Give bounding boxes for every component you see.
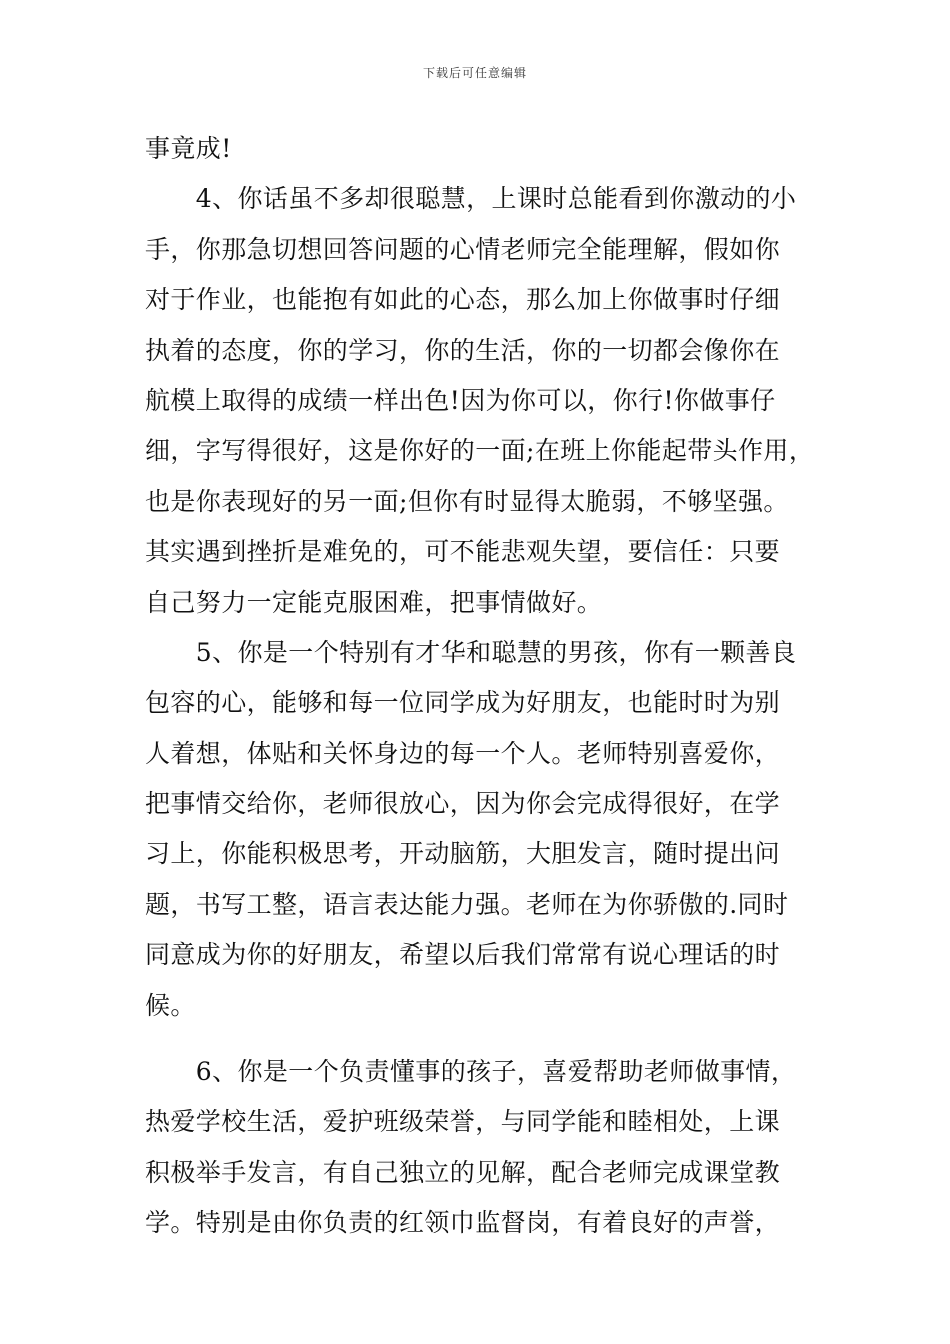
text-line: 习上，你能积极思考，开动脑筋，大胆发言，随时提出问 [145, 839, 781, 869]
text-line: 把事情交给你，老师很放心，因为你会完成得很好，在学 [145, 789, 781, 819]
text-line: 6、你是一个负责懂事的孩子，喜爱帮助老师做事情， [145, 1057, 797, 1087]
text-line: 学。特别是由你负责的红领巾监督岗，有着良好的声誉， [145, 1208, 781, 1238]
text-line: 也是你表现好的另一面;但你有时显得太脆弱，不够坚强。 [145, 486, 789, 516]
paragraph-gap [145, 1031, 845, 1047]
text-line: 执着的态度，你的学习，你的生活，你的一切都会像你在 [145, 335, 781, 365]
document-body [145, 124, 845, 1249]
text-line: 自己努力一定能克服困难，把事情做好。 [145, 587, 603, 617]
text-line: 对于作业，也能抱有如此的心态，那么加上你做事时仔细 [145, 285, 781, 315]
text-line: 积极举手发言，有自己独立的见解，配合老师完成课堂教 [145, 1157, 781, 1187]
text-line: 其实遇到挫折是难免的，可不能悲观失望，要信任：只要 [145, 537, 781, 567]
text-line: 人着想，体贴和关怀身边的每一个人。老师特别喜爱你， [145, 738, 781, 768]
text-line: 4、你话虽不多却很聪慧，上课时总能看到你激动的小 [145, 184, 797, 214]
text-line: 包容的心，能够和每一位同学成为好朋友，也能时时为别 [145, 688, 781, 718]
text-line: 题，书写工整，语言表达能力强。老师在为你骄傲的.同时 [145, 889, 789, 919]
text-line: 候。 [145, 990, 196, 1020]
text-line: 热爱学校生活，爱护班级荣誉，与同学能和睦相处，上课 [145, 1107, 781, 1137]
text-line: 事竟成! [145, 134, 232, 163]
page-header: 下载后可任意编辑 [422, 66, 527, 80]
text-line: 手，你那急切想回答问题的心情老师完全能理解，假如你 [145, 234, 781, 264]
text-line: 5、你是一个特别有才华和聪慧的男孩，你有一颗善良 [145, 637, 797, 667]
text-line: 细，字写得很好，这是你好的一面;在班上你能起带头作用， [145, 436, 815, 466]
text-line: 航模上取得的成绩一样出色!因为你可以，你行!你做事仔 [145, 385, 776, 415]
text-line: 同意成为你的好朋友，希望以后我们常常有说心理话的时 [145, 940, 781, 970]
